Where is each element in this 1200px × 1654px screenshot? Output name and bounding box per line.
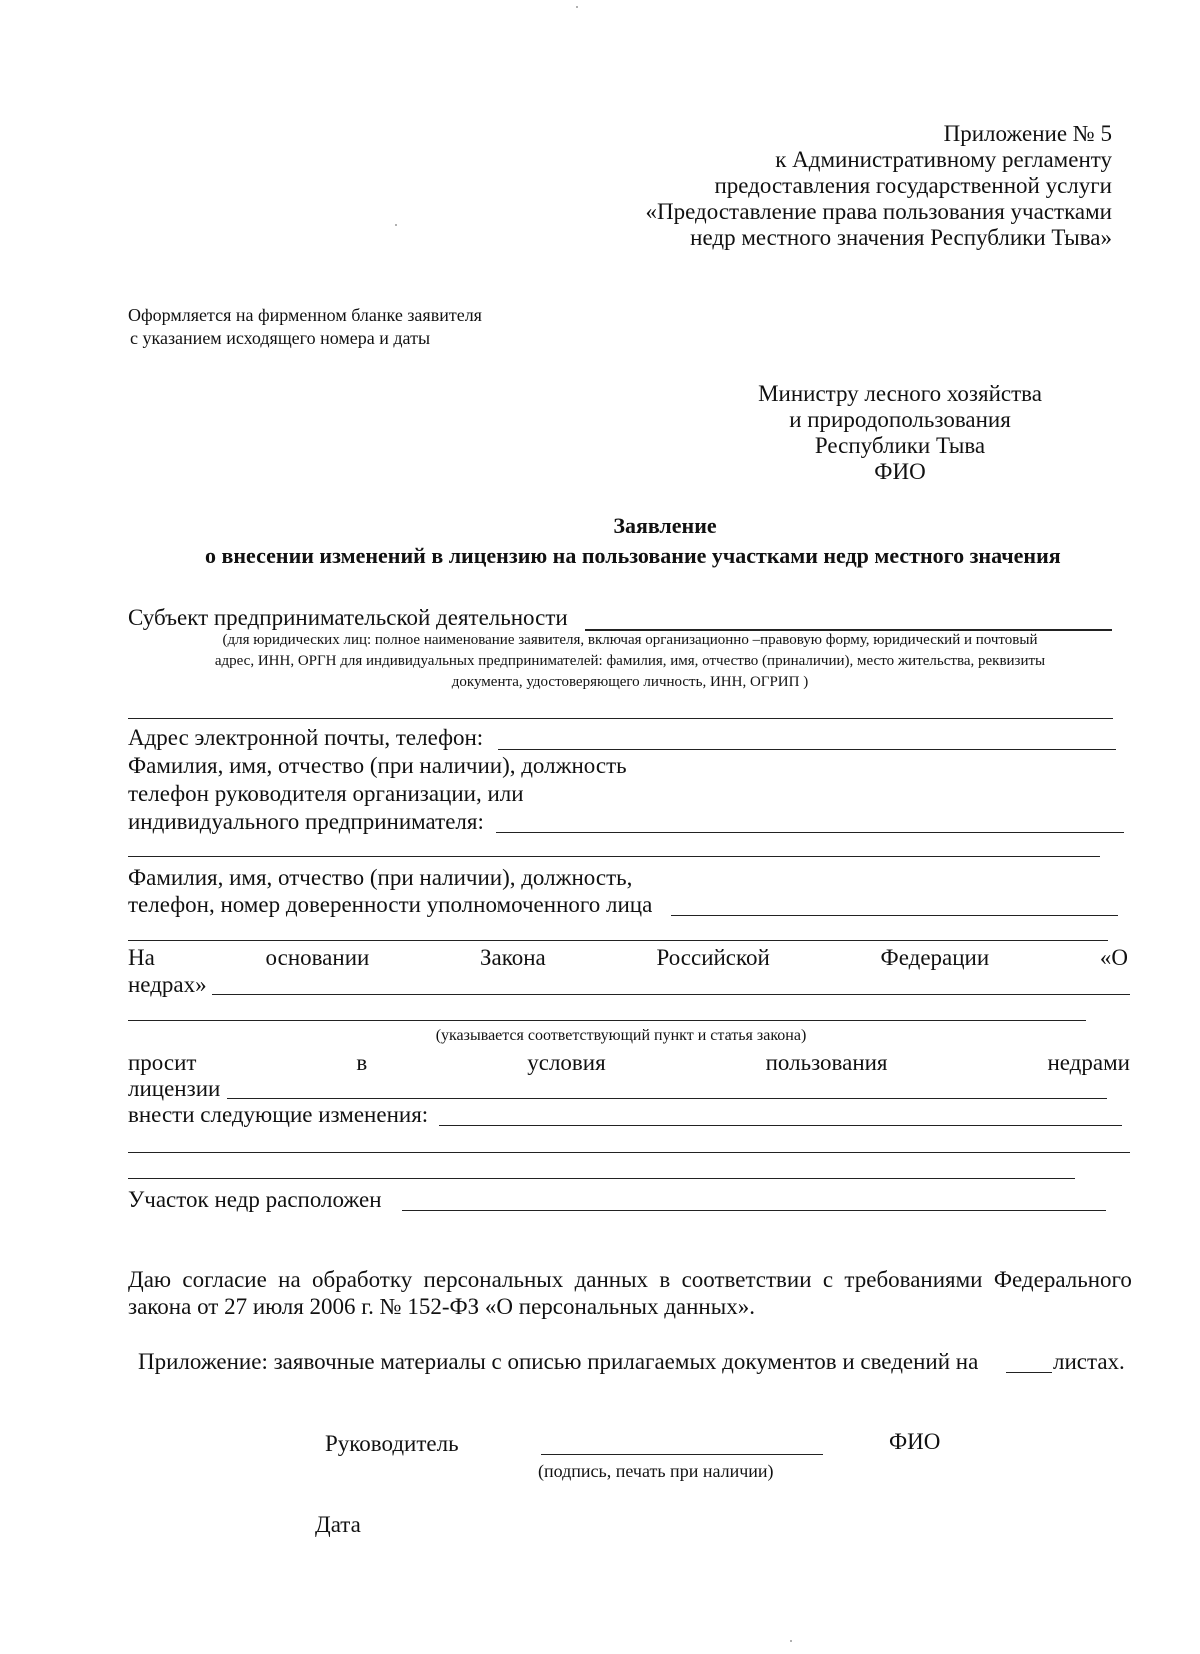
changes-label: внести следующие изменения:: [128, 1102, 429, 1127]
changes-field-line3[interactable]: [128, 1178, 1075, 1179]
law-word-2: основании: [265, 945, 370, 970]
appendix-service: предоставления государственной услуги: [714, 173, 1112, 198]
request-word-1: просит: [128, 1050, 197, 1075]
consent-word: обработку: [312, 1267, 413, 1292]
subject-field[interactable]: [585, 629, 1112, 631]
law-basis-line2: недрах»: [128, 972, 207, 997]
date-label: Дата: [315, 1512, 361, 1537]
proxy-label-line1: Фамилия, имя, отчество (при наличии), должность,: [128, 865, 633, 890]
subject-hint-line2: адрес, ИНН, ОРГН для индивидуальных предпринимателей: фамилия, имя, отчество (приналичии), место жительства, реквизиты: [214, 653, 1046, 669]
scan-speck: [790, 1640, 792, 1642]
signature-hint: (подпись, печать при наличии): [538, 1461, 774, 1481]
attachment-label: Приложение: заявочные материалы с описью прилагаемых документов и сведений на: [138, 1349, 979, 1374]
consent-word: данных: [574, 1267, 649, 1292]
consent-word: в: [659, 1267, 671, 1292]
changes-field[interactable]: [439, 1125, 1122, 1126]
proxy-field-continuation[interactable]: [128, 940, 1108, 941]
head-label-line3: индивидуального предпринимателя:: [128, 809, 484, 834]
subject-label: Субъект предпринимательской деятельности: [128, 605, 568, 630]
appendix-number: Приложение № 5: [943, 121, 1112, 146]
signer-role: Руководитель: [325, 1431, 459, 1456]
law-basis-line: [128, 946, 1128, 969]
addressee-fio: ФИО: [874, 459, 926, 484]
consent-word: Федерального: [993, 1267, 1132, 1292]
proxy-field[interactable]: [671, 915, 1118, 916]
addressee-ministry: Министру лесного хозяйства: [758, 381, 1042, 406]
law-word-6: «О: [1099, 945, 1128, 970]
subject-hint-line3: документа, удостоверяющего личность, ИНН, ОГРИП ): [451, 674, 809, 690]
consent-word: с: [822, 1267, 834, 1292]
consent-line1: [128, 1268, 1132, 1291]
subject-hint-line1: (для юридических лиц: полное наименование заявителя, включая организационно –правовую форму, юридический и почтовый: [222, 632, 1038, 648]
email-field[interactable]: [498, 749, 1116, 750]
law-field-continuation[interactable]: [128, 1020, 1086, 1021]
consent-word: соответствии: [681, 1267, 812, 1292]
law-word-4: Российской: [656, 945, 770, 970]
consent-word: требованиями: [844, 1267, 983, 1292]
consent-word: на: [278, 1267, 301, 1292]
letterhead-note-line2: с указанием исходящего номера и даты: [130, 328, 431, 348]
signer-fio: ФИО: [889, 1429, 941, 1454]
law-word-1: На: [128, 945, 155, 970]
addressee-republic: Республики Тыва: [814, 433, 986, 458]
consent-word: персональных: [423, 1267, 564, 1292]
changes-field-line2[interactable]: [128, 1152, 1130, 1153]
title-subheading: о внесении изменений в лицензию на пользование участками недр местного значения: [205, 543, 1061, 568]
scan-speck: [395, 224, 397, 226]
consent-word: согласие: [182, 1267, 267, 1292]
site-label: Участок недр расположен: [128, 1187, 382, 1212]
head-field[interactable]: [496, 832, 1124, 833]
appendix-service-name-cont: недр местного значения Республики Тыва»: [690, 225, 1112, 250]
signature-field[interactable]: [541, 1454, 823, 1455]
consent-word: Даю: [128, 1267, 172, 1292]
consent-line2: закона от 27 июля 2006 г. № 152-ФЗ «О персональных данных».: [128, 1294, 755, 1319]
law-word-5: Федерации: [880, 945, 990, 970]
request-word-2: в: [356, 1050, 368, 1075]
scan-speck: [576, 6, 578, 8]
subject-field-continuation[interactable]: [128, 718, 1113, 719]
site-field[interactable]: [402, 1210, 1106, 1211]
request-line: [128, 1051, 1130, 1074]
proxy-label-line2: телефон, номер доверенности уполномоченного лица: [128, 892, 653, 917]
request-word-5: недрами: [1047, 1050, 1130, 1075]
license-field[interactable]: [227, 1098, 1107, 1099]
law-hint: (указывается соответствующий пункт и статья закона): [435, 1027, 807, 1044]
law-word-3: Закона: [480, 945, 546, 970]
request-word-4: пользования: [765, 1050, 888, 1075]
head-label-line1: Фамилия, имя, отчество (при наличии), должность: [128, 753, 627, 778]
attachment-suffix: листах.: [1053, 1349, 1125, 1374]
attachment-sheets-field[interactable]: [1006, 1372, 1052, 1373]
appendix-reference: к Административному регламенту: [775, 147, 1112, 172]
head-field-continuation[interactable]: [128, 856, 1100, 857]
title-heading: Заявление: [613, 513, 717, 538]
email-label: Адрес электронной почты, телефон:: [128, 725, 484, 750]
head-label-line2: телефон руководителя организации, или: [128, 781, 524, 806]
license-label: лицензии: [128, 1076, 221, 1101]
appendix-service-name: «Предоставление права пользования участками: [645, 199, 1112, 224]
law-field[interactable]: [212, 994, 1130, 995]
letterhead-note-line1: Оформляется на фирменном бланке заявителя: [128, 305, 482, 325]
addressee-ministry-cont: и природопользования: [789, 407, 1011, 432]
request-word-3: условия: [527, 1050, 606, 1075]
